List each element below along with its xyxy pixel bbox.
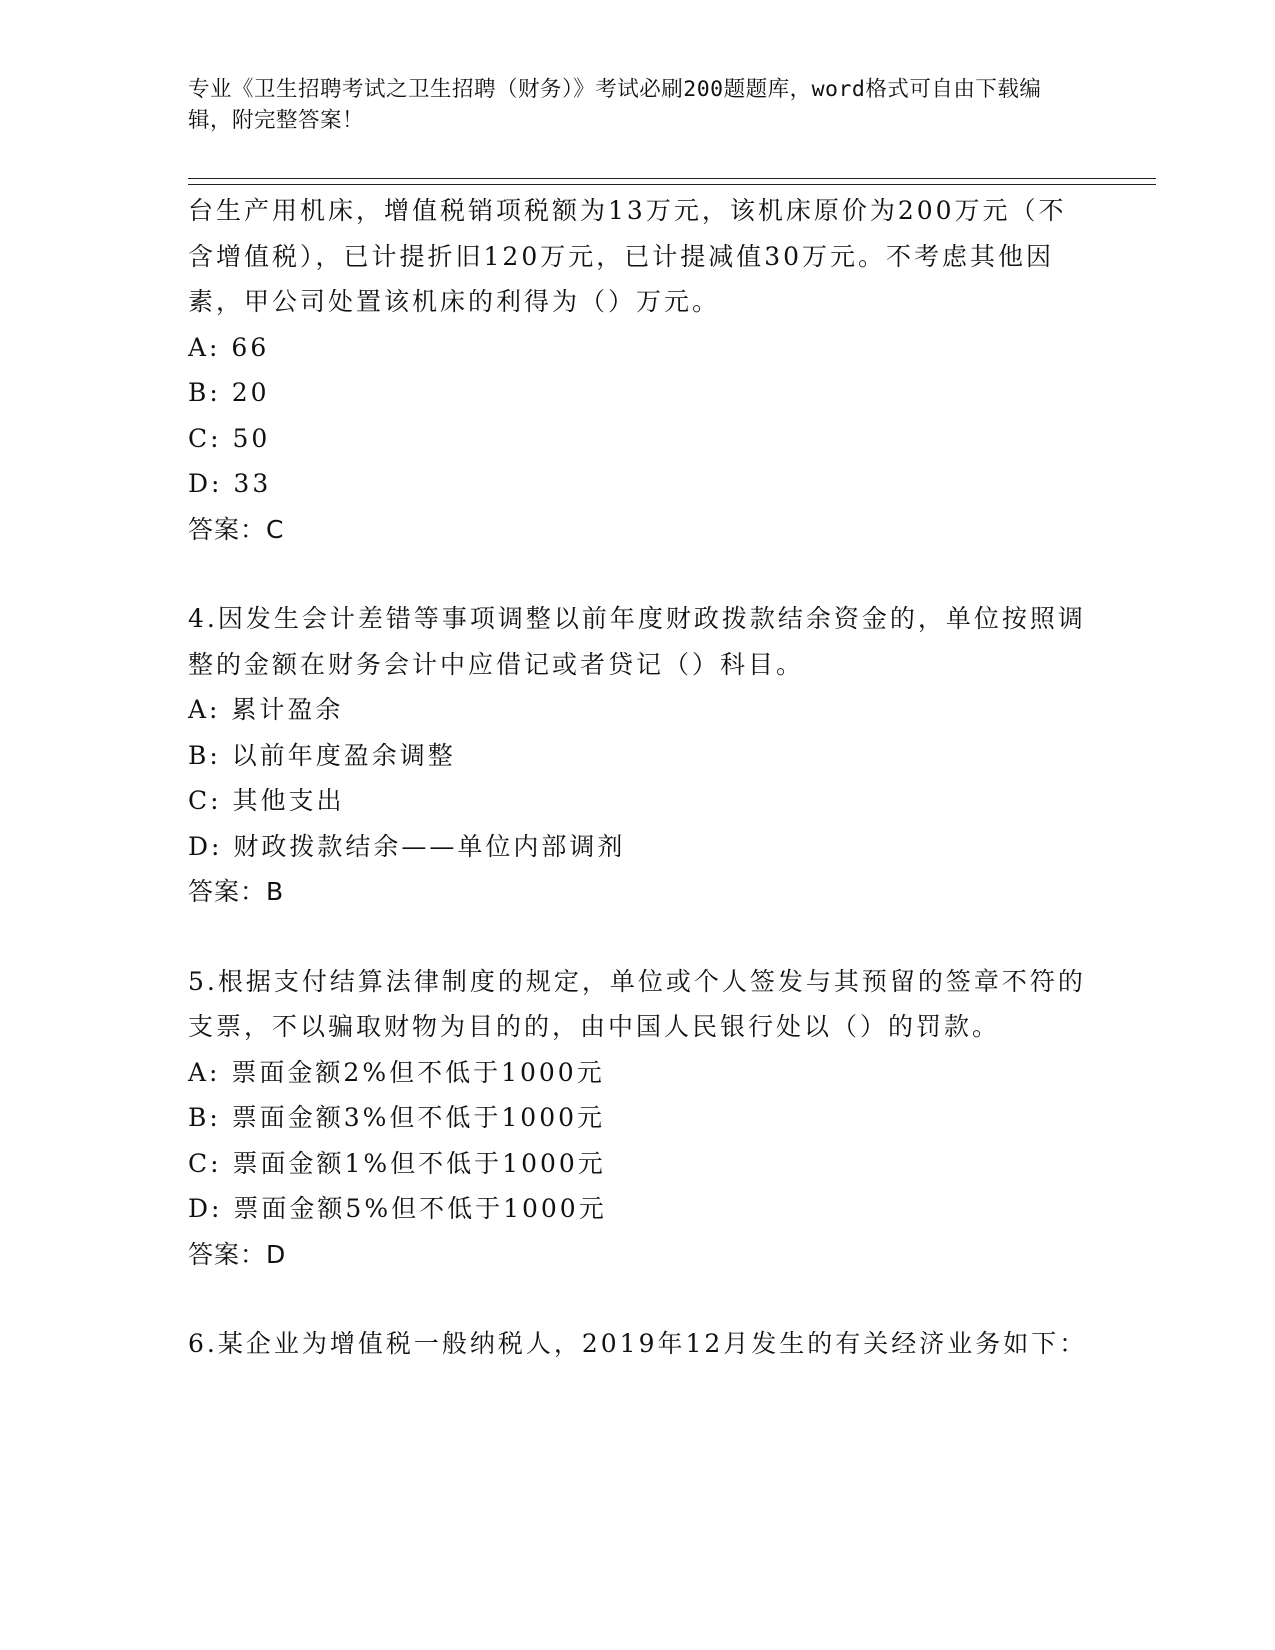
option-b: B: 20 [188,378,270,407]
option-a: A: 票面金额2%但不低于1000元 [188,1057,605,1087]
option-a: A: 累计盈余 [188,695,344,724]
header-divider-bottom [188,184,1156,185]
answer-label: 答案：D [188,1239,287,1269]
question-6 [188,1321,1088,1367]
question-list [188,188,1088,1367]
answer-label: 答案：C [188,514,285,544]
answer-label: 答案：B [188,877,285,906]
option-c: C: 50 [188,423,271,453]
question-3 [188,188,1088,552]
option-d: D: 票面金额5%但不低于1000元 [188,1194,607,1223]
header-divider-top [188,178,1156,179]
option-c: C: 其他支出 [188,786,345,815]
question-stem: 台生产用机床，增值税销项税额为13万元，该机床原价为200万元（不含增值税），已计提折旧120万元，已计提减值30万元。不考虑其他因素，甲公司处置该机床的利得为（）万元。 [188,196,1067,316]
option-b: B: 票面金额3%但不低于1000元 [188,1103,606,1132]
question-4 [188,596,1088,915]
question-stem: 5.根据支付结算法律制度的规定，单位或个人签发与其预留的签章不符的支票，不以骗取财物为目的的，由中国人民银行处以（）的罚款。 [188,966,1086,1041]
question-stem: 4.因发生会计差错等事项调整以前年度财政拨款结余资金的，单位按照调整的金额在财务会计中应借记或者贷记（）科目。 [188,604,1086,679]
document-header [188,74,1068,136]
option-c: C: 票面金额1%但不低于1000元 [188,1148,606,1178]
option-d: D: 33 [188,469,272,498]
option-a: A: 66 [188,332,270,362]
question-5 [188,959,1088,1278]
question-stem: 6.某企业为增值税一般纳税人，2019年12月发生的有关经济业务如下： [188,1329,1088,1358]
header-title: 专业《卫生招聘考试之卫生招聘（财务）》考试必刷200题题库，word格式可自由下载编辑，附完整答案！ [188,77,1042,133]
option-b: B: 以前年度盈余调整 [188,740,456,770]
option-d: D: 财政拨款结余——单位内部调剂 [188,831,626,861]
